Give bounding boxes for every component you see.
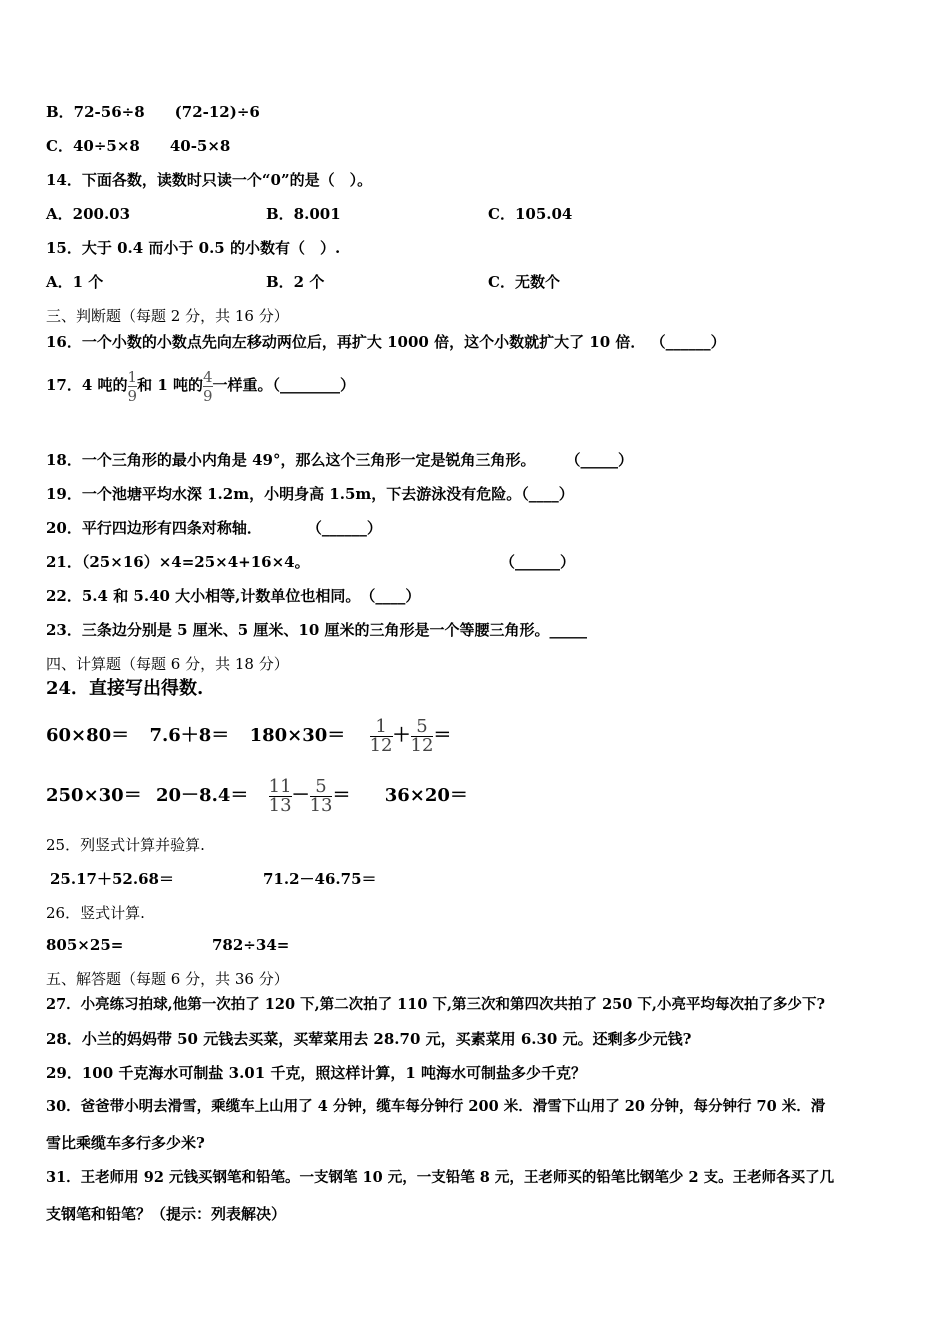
frac-5-12: [410, 715, 434, 756]
q17-f2-num: 4: [202, 367, 213, 386]
q17-prefix: 17．4 吨的: [46, 376, 128, 394]
calc-fraction-diff: [269, 766, 351, 826]
question-23: 23．三条边分别是 5 厘米、5 厘米、10 厘米的三角形是一个等腰三角形。_____: [46, 621, 588, 639]
q14-option-c: C．105.04: [488, 205, 573, 223]
q17-f1-num: 1: [127, 367, 138, 386]
frac-5-13-num: 5: [315, 775, 327, 797]
frac-5-12-den: 12: [410, 734, 434, 756]
question-27: 27．小亮练习拍球,他第一次拍了 120 下,第二次拍了 110 下,第三次和第四次共拍了 250 下,小亮平均每次拍了多少下?: [46, 996, 825, 1013]
frac-11-13-den: 13: [268, 794, 292, 816]
question-19: 19．一个池塘平均水深 1.2m，小明身高 1.5m，下去游泳没有危险。（____）: [46, 485, 574, 503]
question-30-line-2: 雪比乘缆车多行多少米?: [46, 1134, 205, 1152]
frac-11-13-num: 11: [268, 775, 292, 797]
q17-fraction-2: [203, 368, 213, 405]
q15-option-b: B．2 个: [266, 273, 325, 291]
q17-f1-den: 9: [127, 386, 138, 405]
calc-row-1: [46, 706, 465, 766]
question-16: 16．一个小数的小数点先向左移动两位后，再扩大 1000 倍，这个小数就扩大了 10 倍． （______）: [46, 333, 726, 351]
minus-sign: －: [291, 785, 310, 806]
q17-fraction-1: [128, 368, 138, 405]
q26-item-b: 782÷34=: [212, 936, 290, 954]
question-21: 21．（25×16）×4=25×4+16×4。: [46, 553, 310, 571]
q17-f2-den: 9: [202, 386, 213, 405]
question-28: 28．小兰的妈妈带 50 元钱去买菜，买荤菜用去 28.70 元，买素菜用 6.30 元。还剩多少元钱?: [46, 1030, 692, 1048]
q25-item-a: 25.17＋52.68＝: [50, 870, 174, 888]
section-5-title: 五、解答题（每题 6 分，共 36 分）: [46, 970, 289, 988]
question-17: [46, 366, 355, 405]
q14-option-b: B．8.001: [266, 205, 341, 223]
q25-item-b: 71.2－46.75＝: [263, 870, 377, 888]
calc-250x30: 250×30＝: [46, 785, 142, 806]
question-24: 24．直接写出得数.: [46, 678, 204, 699]
frac-11-13: [268, 775, 292, 816]
q15-option-c: C．无数个: [488, 273, 560, 291]
q15-option-a: A．1 个: [46, 273, 104, 291]
question-26: 26．竖式计算.: [46, 904, 145, 922]
question-31-line-2: 支钢笔和铅笔？（提示：列表解决）: [46, 1205, 287, 1223]
frac-1-12: [369, 715, 393, 756]
calc-row-2: [46, 766, 482, 826]
section-4-title: 四、计算题（每题 6 分，共 18 分）: [46, 655, 289, 673]
frac-5-12-num: 5: [416, 715, 428, 737]
frac-1-12-num: 1: [375, 715, 387, 737]
calc-7.6plus8: 7.6＋8＝: [149, 725, 230, 746]
q14-option-a: A．200.03: [46, 205, 131, 223]
q17-suffix: 一样重。（________）: [212, 376, 356, 394]
question-21-blank: （______）: [500, 553, 576, 571]
option-c-line: C．40÷5×8 40-5×8: [46, 137, 231, 155]
q17-middle: 和 1 吨的: [137, 376, 203, 394]
q26-item-a: 805×25=: [46, 936, 124, 954]
calc-60x80: 60×80＝: [46, 725, 130, 746]
calc-20minus8.4: 20－8.4＝: [156, 785, 249, 806]
question-31-line-1: 31．王老师用 92 元钱买钢笔和铅笔。一支钢笔 10 元，一支铅笔 8 元，王老师买的铅笔比钢笔少 2 支。王老师各买了几: [46, 1169, 835, 1186]
question-20: 20．平行四边形有四条对称轴． （______）: [46, 519, 382, 537]
equals-sign: ＝: [433, 725, 452, 746]
question-22: 22．5.4 和 5.40 大小相等,计数单位也相同。 （____）: [46, 587, 421, 605]
frac-5-13: [309, 775, 333, 816]
question-30-line-1: 30．爸爸带小明去滑雪，乘缆车上山用了 4 分钟，缆车每分钟行 200 米．滑雪下山用了 20 分钟，每分钟行 70 米．滑: [46, 1098, 826, 1115]
equals-sign-2: ＝: [332, 785, 351, 806]
frac-1-12-den: 12: [369, 734, 393, 756]
question-25: 25．列竖式计算并验算.: [46, 836, 205, 854]
question-15: 15．大于 0.4 而小于 0.5 的小数有（ ）.: [46, 239, 341, 257]
question-29: 29．100 千克海水可制盐 3.01 千克，照这样计算，1 吨海水可制盐多少千克？: [46, 1064, 587, 1082]
calc-fraction-sum: [370, 706, 452, 766]
option-b-line: B．72-56÷8 (72-12)÷6: [46, 103, 260, 121]
calc-36x20: 36×20＝: [384, 785, 468, 806]
question-18: 18．一个三角形的最小内角是 49°，那么这个三角形一定是锐角三角形。 （_____）: [46, 451, 633, 469]
plus-sign: ＋: [392, 725, 411, 746]
question-14: 14．下面各数，读数时只读一个“0”的是（ ）。: [46, 171, 373, 189]
frac-5-13-den: 13: [309, 794, 333, 816]
section-3-title: 三、判断题（每题 2 分，共 16 分）: [46, 307, 289, 325]
calc-180x30: 180×30＝: [249, 725, 346, 746]
